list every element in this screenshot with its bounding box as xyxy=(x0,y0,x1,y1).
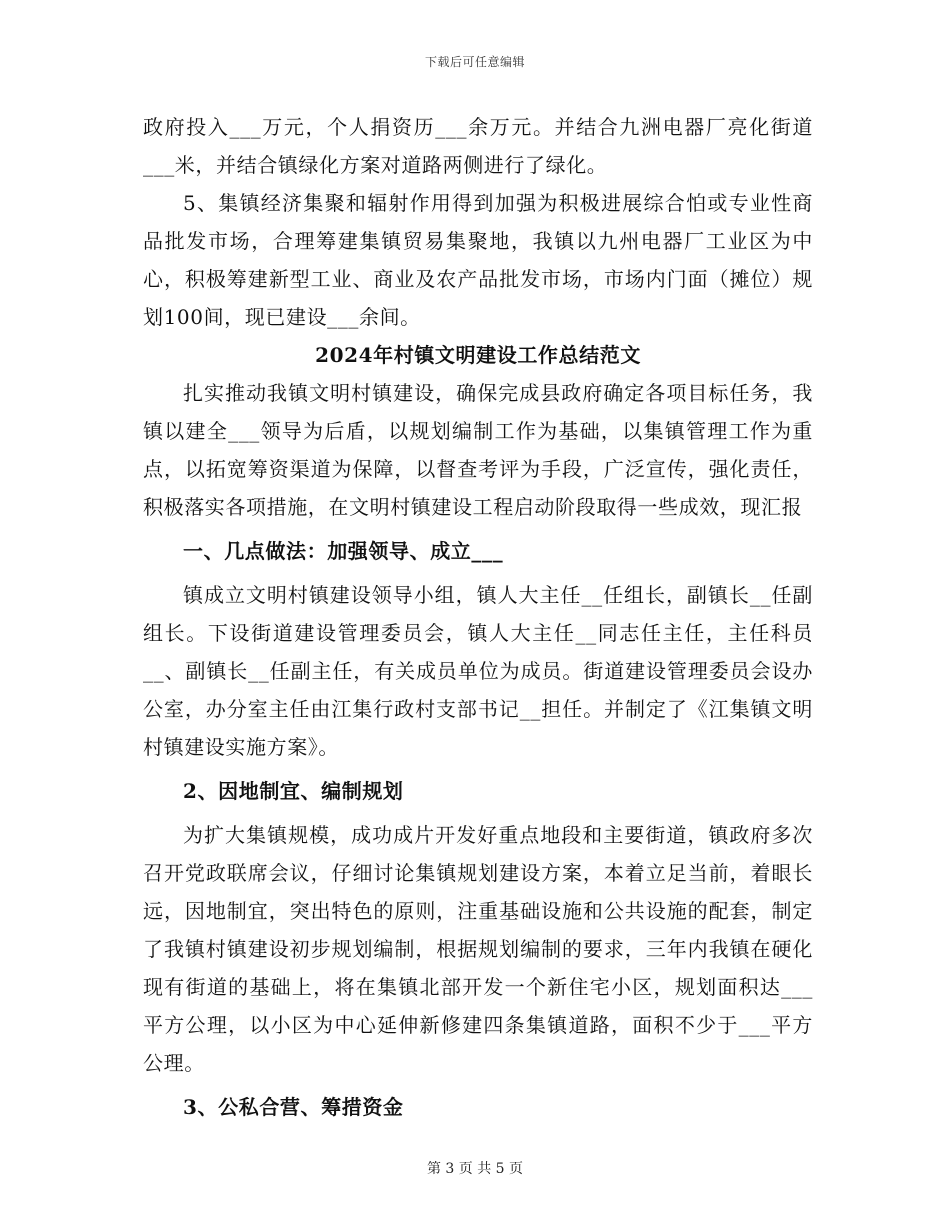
paragraph-intro: 扎实推动我镇文明村镇建设，确保完成县政府确定各项目标任务，我镇以建全___领导为后盾，以规划编制工作为基础，以集镇管理工作为重点，以拓宽筹资渠道为保障，以督查考评为手段，广泛宣传，强化责任，积极落实各项措施，在文明村镇建设工程启动阶段取得一些成效，现汇报 xyxy=(143,381,813,519)
section-heading-funding: 3、公私合营、筹措资金 xyxy=(183,1095,404,1119)
section-heading-leadership: 一、几点做法：加强领导、成立___ xyxy=(183,539,504,563)
paragraph-market: 5、集镇经济集聚和辐射作用得到加强为积极进展综合怕或专业性商品批发市场，合理筹建集镇贸易集聚地，我镇以九州电器厂工业区为中心，积极筹建新型工业、商业及农产品批发市场，市场内门面（摊位）规划100间，现已建设___余间。 xyxy=(143,191,813,329)
document-title: 2024年村镇文明建设工作总结范文 xyxy=(315,343,641,367)
document-body xyxy=(143,108,813,1126)
page-header: 下载后可任意编辑 xyxy=(424,55,525,69)
paragraph-funding: 政府投入___万元，个人捐资历___余万元。并结合九洲电器厂亮化街道___米，并结合镇绿化方案对道路两侧进行了绿化。 xyxy=(143,115,813,177)
paragraph-planning: 为扩大集镇规模，成功成片开发好重点地段和主要街道，镇政府多次召开党政联席会议，仔细讨论集镇规划建设方案，本着立足当前，着眼长远，因地制宜，突出特色的原则，注重基础设施和公共设施的配套，制定了我镇村镇建设初步规划编制，根据规划编制的要求，三年内我镇在硬化现有街道的基础上，将在集镇北部开发一个新住宅小区，规划面积达___平方公理，以小区为中心延伸新修建四条集镇道路，面积不少于___平方公理。 xyxy=(143,823,813,1075)
section-heading-planning: 2、因地制宜、编制规划 xyxy=(183,779,404,803)
page-footer: 第 3 页 共 5 页 xyxy=(426,1161,524,1177)
paragraph-leadership: 镇成立文明村镇建设领导小组，镇人大主任__任组长，副镇长__任副组长。下设街道建设管理委员会，镇人大主任__同志任主任，主任科员__、副镇长__任副主任，有关成员单位为成员。街道建设管理委员会设办公室，办分室主任由江集行政村支部书记__担任。并制定了《江集镇文明村镇建设实施方案》。 xyxy=(143,583,813,759)
